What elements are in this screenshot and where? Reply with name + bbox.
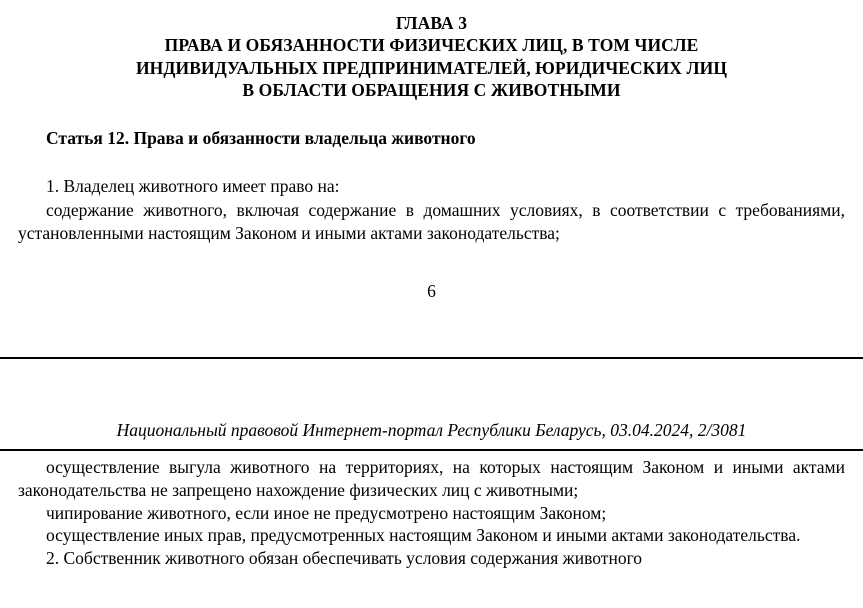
page-number: 6 <box>427 280 436 301</box>
paragraph-rights-intro: 1. Владелец животного имеет право на: <box>46 175 340 196</box>
paragraph-owner-duties-clipped: 2. Собственник животного обязан обеспечивать условия содержания животного <box>46 548 643 568</box>
page-bottom-section <box>0 456 863 568</box>
chapter-heading <box>18 0 845 102</box>
paragraph-other-rights: осуществление иных прав, предусмотренных настоящим Законом и иными актами законодательства. <box>46 525 801 546</box>
paragraph-chipping-animal: чипирование животного, если иное не предусмотрено настоящим Законом; <box>46 502 607 523</box>
chapter-heading-line-3: ИНДИВИДУАЛЬНЫХ ПРЕДПРИНИМАТЕЛЕЙ, ЮРИДИЧЕСКИХ ЛИЦ <box>135 57 728 78</box>
page-top-section <box>0 0 863 302</box>
portal-header: Национальный правовой Интернет-портал Республики Беларусь, 03.04.2024, 2/3081 <box>116 420 747 440</box>
paragraph-keeping-animal: содержание животного, включая содержание в домашних условиях, в соответствии с требованиями, установленными настоящим Законом и иными актами законодательства; <box>18 200 845 244</box>
portal-header-rule <box>0 449 863 451</box>
chapter-heading-line-1: ГЛАВА 3 <box>395 13 468 33</box>
sheet-divider <box>0 357 863 359</box>
chapter-heading-line-2: ПРАВА И ОБЯЗАННОСТИ ФИЗИЧЕСКИХ ЛИЦ, В ТОМ ЧИСЛЕ <box>164 35 699 56</box>
chapter-heading-line-4: В ОБЛАСТИ ОБРАЩЕНИЯ С ЖИВОТНЫМИ <box>242 80 621 101</box>
paragraph-walking-animal: осуществление выгула животного на территориях, на которых настоящим Законом и иными актами законодательства не запрещено нахождение физических лиц с животными; <box>18 457 845 500</box>
article-title: Статья 12. Права и обязанности владельца животного <box>46 127 476 148</box>
